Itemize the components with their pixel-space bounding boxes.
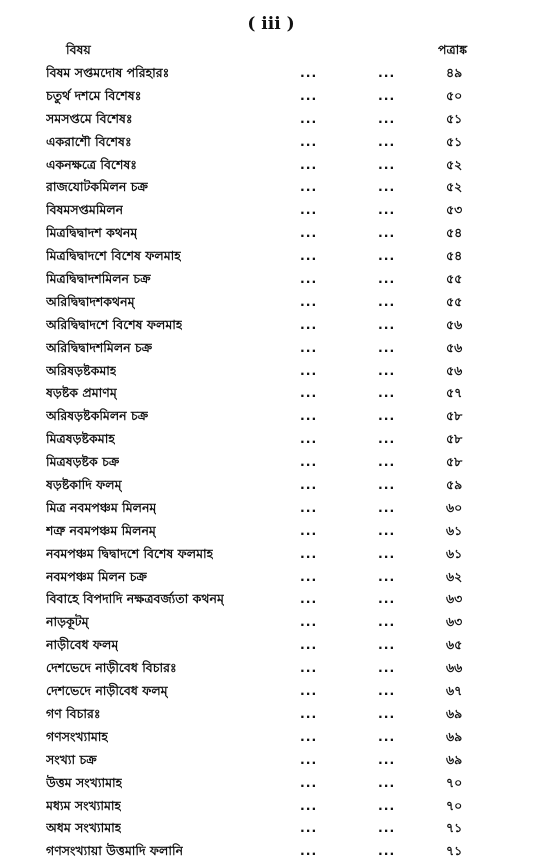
leader-dots: ...: [378, 637, 396, 653]
toc-row: [0, 795, 542, 818]
toc-row: [0, 428, 542, 451]
leader-dots: ...: [378, 408, 396, 424]
leader-dots: ...: [300, 408, 318, 424]
toc-entry-page: ৫৩: [446, 202, 463, 218]
toc-entry-title: মিত্রদ্বিদ্বাদশমিলন চক্র: [46, 271, 151, 287]
toc-entry-page: ৬৯: [446, 751, 463, 767]
toc-entry-page: ৫২: [446, 156, 463, 172]
toc-entry-title: মিত্রষড়ষ্টকমাহ: [46, 431, 115, 447]
toc-entry-page: ৭০: [446, 774, 463, 790]
toc-row: [0, 291, 542, 314]
page-number: ( iii ): [247, 14, 295, 34]
leader-dots: ...: [378, 293, 396, 309]
leader-dots: ...: [378, 660, 396, 676]
toc-entry-title: অরিষড়ষ্টকমিলন চক্র: [46, 408, 149, 424]
leader-dots: ...: [300, 385, 318, 401]
leader-dots: ...: [378, 843, 396, 859]
leader-dots: ...: [300, 431, 318, 447]
leader-dots: ...: [300, 751, 318, 767]
toc-entry-title: একরাশৌ বিশেষঃ: [46, 133, 132, 149]
leader-dots: ...: [300, 110, 318, 126]
toc-row: [0, 543, 542, 566]
toc-entry-page: ৫৭: [446, 385, 463, 401]
toc-entry-page: ৫৫: [446, 293, 463, 309]
leader-dots: ...: [378, 797, 396, 813]
toc-row: [0, 108, 542, 131]
leader-dots: ...: [378, 728, 396, 744]
toc-entry-title: বিষমসপ্তমমিলন: [46, 202, 124, 218]
toc-row: [0, 62, 542, 85]
leader-dots: ...: [378, 477, 396, 493]
leader-dots: ...: [378, 362, 396, 378]
toc-row: [0, 497, 542, 520]
toc-entry-page: ৬৯: [446, 728, 463, 744]
toc-row: [0, 520, 542, 543]
toc-row: [0, 474, 542, 497]
toc-entry-page: ৫৮: [446, 431, 463, 447]
toc-entry-page: ৫৫: [446, 271, 463, 287]
toc-row: [0, 199, 542, 222]
leader-dots: ...: [300, 614, 318, 630]
leader-dots: ...: [300, 248, 318, 264]
leader-dots: ...: [300, 499, 318, 515]
toc-entry-title: নাড়কূটম্: [46, 614, 89, 630]
toc-entry-title: গণসংখ্যায়া উত্তমাদি ফলানি: [46, 843, 184, 859]
toc-entry-page: ৭১: [446, 820, 463, 836]
toc-entry-title: মিত্রষড়ষ্টক চক্র: [46, 454, 120, 470]
toc-entry-title: মিত্রদ্বিদ্বাদশ কথনম্: [46, 225, 138, 241]
leader-dots: ...: [300, 202, 318, 218]
leader-dots: ...: [300, 705, 318, 721]
toc-entry-title: মিত্র নবমপঞ্চম মিলনম্: [46, 499, 157, 515]
toc-entry-title: একনক্ষত্রে বিশেষঃ: [46, 156, 137, 172]
toc-entry-page: ৪৯: [446, 65, 463, 80]
toc-row: [0, 772, 542, 795]
leader-dots: ...: [378, 774, 396, 790]
leader-dots: ...: [300, 339, 318, 355]
toc-entry-page: ৬১: [446, 545, 463, 561]
toc-row: [0, 749, 542, 772]
leader-dots: ...: [378, 591, 396, 607]
toc-entry-title: অরিদ্বিদ্বাদশমিলন চক্র: [46, 339, 153, 355]
toc-entry-page: ৭০: [446, 797, 463, 813]
leader-dots: ...: [300, 87, 318, 103]
toc-entry-page: ৬৩: [446, 614, 463, 630]
subject-column-header: বিষয়: [66, 42, 91, 57]
leader-dots: ...: [300, 225, 318, 241]
leader-dots: ...: [300, 156, 318, 172]
leader-dots: ...: [378, 133, 396, 149]
toc-entry-title: ষড়ষ্টক প্রমাণম্: [46, 385, 117, 401]
leader-dots: ...: [378, 568, 396, 584]
toc-entry-title: অরিদ্বিদ্বাদশে বিশেষ ফলমাহ: [46, 316, 183, 332]
toc-entry-page: ৫০: [446, 87, 463, 103]
leader-dots: ...: [300, 637, 318, 653]
toc-entry-title: মধ্যম সংখ্যামাহ: [46, 797, 122, 813]
toc-entry-title: মিত্রদ্বিদ্বাদশে বিশেষ ফলমাহ: [46, 248, 181, 264]
leader-dots: ...: [378, 431, 396, 447]
leader-dots: ...: [378, 156, 396, 172]
toc-entry-title: নবমপঞ্চম দ্বিদ্বাদশে বিশেষ ফলমাহ: [46, 545, 214, 561]
toc-row: [0, 680, 542, 703]
leader-dots: ...: [300, 591, 318, 607]
leader-dots: ...: [378, 202, 396, 218]
toc-entry-page: ৬৬: [446, 660, 463, 676]
toc-entry-page: ৫১: [446, 110, 463, 126]
leader-dots: ...: [300, 293, 318, 309]
toc-entry-title: দেশভেদে নাড়ীবেধ ফলম্: [46, 683, 168, 699]
leader-dots: ...: [300, 820, 318, 836]
leader-dots: ...: [378, 522, 396, 538]
leader-dots: ...: [300, 843, 318, 859]
toc-row: [0, 268, 542, 291]
leader-dots: ...: [378, 499, 396, 515]
page-column-header: পত্রাঙ্ক: [438, 42, 468, 57]
toc-row: [0, 566, 542, 589]
toc-entry-page: ৫৬: [446, 316, 463, 332]
toc-entry-page: ৬৫: [446, 637, 463, 653]
toc-row: [0, 360, 542, 383]
toc-entry-page: ৫৮: [446, 454, 463, 470]
toc-row: [0, 405, 542, 428]
leader-dots: ...: [378, 454, 396, 470]
toc-entry-title: বিষম সপ্তমদোষ পরিহারঃ: [46, 65, 170, 80]
leader-dots: ...: [378, 385, 396, 401]
toc-entry-title: অরিষড়ষ্টকমাহ: [46, 362, 117, 378]
toc-entry-title: উত্তম সংখ্যামাহ: [46, 774, 123, 790]
toc-entry-page: ৫৬: [446, 362, 463, 378]
toc-row: [0, 634, 542, 657]
toc-row: [0, 840, 542, 863]
toc-entry-title: শত্রু নবমপঞ্চম মিলনম্: [46, 522, 156, 538]
toc-row: [0, 726, 542, 749]
toc-row: [0, 314, 542, 337]
toc-entry-title: রাজযোটকমিলন চক্র: [46, 179, 148, 195]
toc-row: [0, 245, 542, 268]
toc-entry-page: ৬২: [446, 568, 463, 584]
toc-entry-page: ৫১: [446, 133, 463, 149]
toc-entry-page: ৫৮: [446, 408, 463, 424]
toc-entry-page: ৫২: [446, 179, 463, 195]
leader-dots: ...: [300, 683, 318, 699]
toc-row: [0, 382, 542, 405]
leader-dots: ...: [300, 522, 318, 538]
toc-row: [0, 703, 542, 726]
leader-dots: ...: [378, 271, 396, 287]
toc-entry-page: ৫৪: [446, 248, 463, 264]
leader-dots: ...: [378, 820, 396, 836]
leader-dots: ...: [300, 545, 318, 561]
leader-dots: ...: [300, 728, 318, 744]
toc-entry-title: গণসংখ্যামাহ: [46, 728, 108, 744]
leader-dots: ...: [300, 797, 318, 813]
toc-entry-title: গণ বিচারঃ: [46, 705, 101, 721]
leader-dots: ...: [300, 65, 318, 80]
toc-entry-page: ৫৪: [446, 225, 463, 241]
leader-dots: ...: [378, 683, 396, 699]
toc-entry-title: চতুর্থ দশমে বিশেষঃ: [46, 87, 142, 103]
table-of-contents: [0, 62, 542, 863]
leader-dots: ...: [378, 65, 396, 80]
leader-dots: ...: [378, 751, 396, 767]
leader-dots: ...: [378, 705, 396, 721]
leader-dots: ...: [300, 362, 318, 378]
toc-entry-page: ৫৯: [446, 477, 463, 493]
toc-entry-page: ৫৬: [446, 339, 463, 355]
toc-entry-title: অরিদ্বিদ্বাদশকথনম্: [46, 293, 135, 309]
leader-dots: ...: [378, 339, 396, 355]
leader-dots: ...: [300, 568, 318, 584]
leader-dots: ...: [378, 614, 396, 630]
leader-dots: ...: [378, 225, 396, 241]
toc-row: [0, 657, 542, 680]
leader-dots: ...: [300, 454, 318, 470]
toc-row: [0, 154, 542, 177]
toc-entry-title: বিবাহে বিপদাদি নক্ষত্রবর্জ্যতা কথনম্: [46, 591, 224, 607]
leader-dots: ...: [300, 133, 318, 149]
toc-entry-page: ৬১: [446, 522, 463, 538]
leader-dots: ...: [300, 477, 318, 493]
toc-row: [0, 176, 542, 199]
leader-dots: ...: [300, 271, 318, 287]
leader-dots: ...: [300, 179, 318, 195]
leader-dots: ...: [378, 316, 396, 332]
toc-row: [0, 451, 542, 474]
toc-row: [0, 222, 542, 245]
toc-row: [0, 611, 542, 634]
toc-entry-page: ৬৩: [446, 591, 463, 607]
leader-dots: ...: [378, 179, 396, 195]
toc-entry-page: ৬৯: [446, 705, 463, 721]
toc-entry-title: সমসপ্তমে বিশেষঃ: [46, 110, 133, 126]
leader-dots: ...: [378, 87, 396, 103]
toc-entry-page: ৬৭: [446, 683, 463, 699]
toc-entry-page: ৬০: [446, 499, 463, 515]
leader-dots: ...: [378, 248, 396, 264]
toc-entry-title: নাড়ীবেধ ফলম্: [46, 637, 119, 653]
toc-row: [0, 85, 542, 108]
toc-row: [0, 588, 542, 611]
leader-dots: ...: [378, 545, 396, 561]
toc-entry-page: ৭১: [446, 843, 463, 859]
leader-dots: ...: [300, 660, 318, 676]
toc-entry-title: ষড়ষ্টকাদি ফলম্: [46, 477, 122, 493]
leader-dots: ...: [300, 774, 318, 790]
toc-row: [0, 817, 542, 840]
leader-dots: ...: [300, 316, 318, 332]
toc-entry-title: সংখ্যা চক্র: [46, 751, 97, 767]
toc-entry-title: নবমপঞ্চম মিলন চক্র: [46, 568, 147, 584]
toc-row: [0, 337, 542, 360]
toc-entry-title: দেশভেদে নাড়ীবেধ বিচারঃ: [46, 660, 177, 676]
leader-dots: ...: [378, 110, 396, 126]
toc-entry-title: অধম সংখ্যামাহ: [46, 820, 122, 836]
toc-row: [0, 131, 542, 154]
